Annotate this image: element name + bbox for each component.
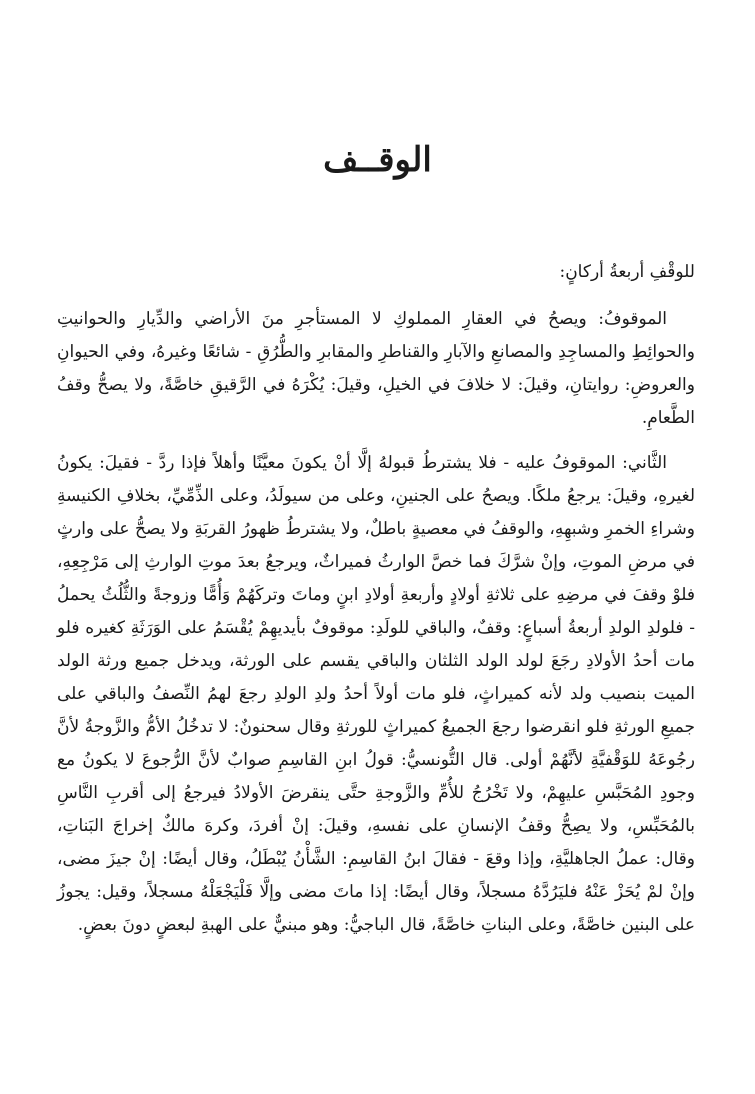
paragraph-mawquf: الموقوفُ: ويصحُ في العقارِ المملوكِ لا المستأجرِ منَ الأراضي والدِّيارِ والحوانيتِ والحوائِطِ والمساجِدِ والمصانعِ والآبارِ والقناطرِ والمقابرِ والطُّرُقِ - شائعًا وغيرهُ، وفي الحيوانِ والعروضِ: روايتانِ، وقيلَ: لا خلافَ في الخيلِ، وقيلَ: يُكْرَهُ في الرَّقيقِ خاصَّةً، ولا يصحُّ وقفُ الطَّعامِ.: [57, 309, 695, 428]
paragraph-intro: للوقْفِ أربعةُ أركانٍ:: [559, 262, 695, 282]
paragraph-mawquf-alayh: الثَّاني: الموقوفُ عليه - فلا يشترطُ قبولهُ إلَّا أنْ يكونَ معيَّنًا وأهلاً فإذا ردَّ - فقيلَ: يكونُ لغيرهِ، وقيلَ: يرجعُ ملكًا. ويصحُ على الجنينِ، وعلى من سيولَدُ، وعلى الذِّمِّيِّ، بخلافِ الكنيسةِ وشراءِ الخمرِ وشبهِهِ، والوقفُ في معصيةٍ باطلٌ، ولا يشترطُ ظهورُ القربَةِ ولا يصحُّ على وارثٍ في مرضِ الموتِ، وإنْ شرَّكَ فما خصَّ الوارثُ فميراثٌ، ويرجعُ بعدَ موتِ الوارثِ إلى مَرْجِعِهِ، فلوْ وقفَ في مرضِهِ على ثلاثةِ أولادٍ وأربعةِ أولادِ ابنٍ وماتَ وتركَهُمْ وَأُمًّا وزوجةً والثُّلُثُ يحملُ - فلولدِ الولدِ أربعةُ أسباعٍ: وقفٌ، والباقي للولَدِ: موقوفٌ بأيديهِمْ يُقْسَمُ على الوَرَثَةِ كغيره فلو مات أحدُ الأولادِ رجَعَ لولد الولد الثلثان والباقي يقسم على الورثة، ويدخل جميع ورثة الولد الميت بنصيب ولد لأنه كميراثٍ، فلو مات أولاً أحدُ ولدِ الولدِ رجعَ لهمُ النِّصفُ والباقي على جميعِ الورثةِ فلو انقرضوا رجعَ الجميعُ كميراثٍ للورثةِ وقال سحنونٌ: لا تدخُلُ الأمُّ والزَّوجةُ لأنَّ رجُوعَهُ للوَقْفيَّةِ لأنَّهُمْ أولى. قال التُّونسيُّ: قولُ ابنِ القاسِمِ صوابٌ لأنَّ الرُّجوعَ لا يكونُ مع وجودِ المُحَبَّسِ عليهِمْ، ولا تَخْرُجُ للأُمِّ والزَّوجةِ حتَّى ينقرضَ الأولادُ فيرجعُ إلى أقربِ النَّاسِ بالمُحَبِّسِ، ولا يصِحُّ وقفُ الإنسانِ على نفسهِ، وقيلَ: إنْ أفردَ، وكرهَ مالكٌ إخراجَ البَناتِ، وقال: عملُ الجاهليَّةِ، وإذا وقعَ - فقالَ ابنُ القاسِمِ: الشَّأْنُ يُبْطَلُ، وقال أيضًا: إنْ جيزَ مضى، وإنْ لمْ يُحَزْ عَنْهُ فليَرُدَّهُ مسجلاً، وقال أيضًا: إذا ماتَ مضى وإلَّا فَلْيَجْعَلْهُ مسجلاً، وقيل: يجوزُ على البنين خاصَّةً، وعلى البناتِ خاصَّةً، قال الباجيُّ: وهو مبنيٌّ على الهبةِ لبعضٍ دونَ بعضٍ.: [57, 453, 695, 935]
document-body: [57, 256, 695, 954]
page-title: الوقــف: [323, 140, 432, 180]
